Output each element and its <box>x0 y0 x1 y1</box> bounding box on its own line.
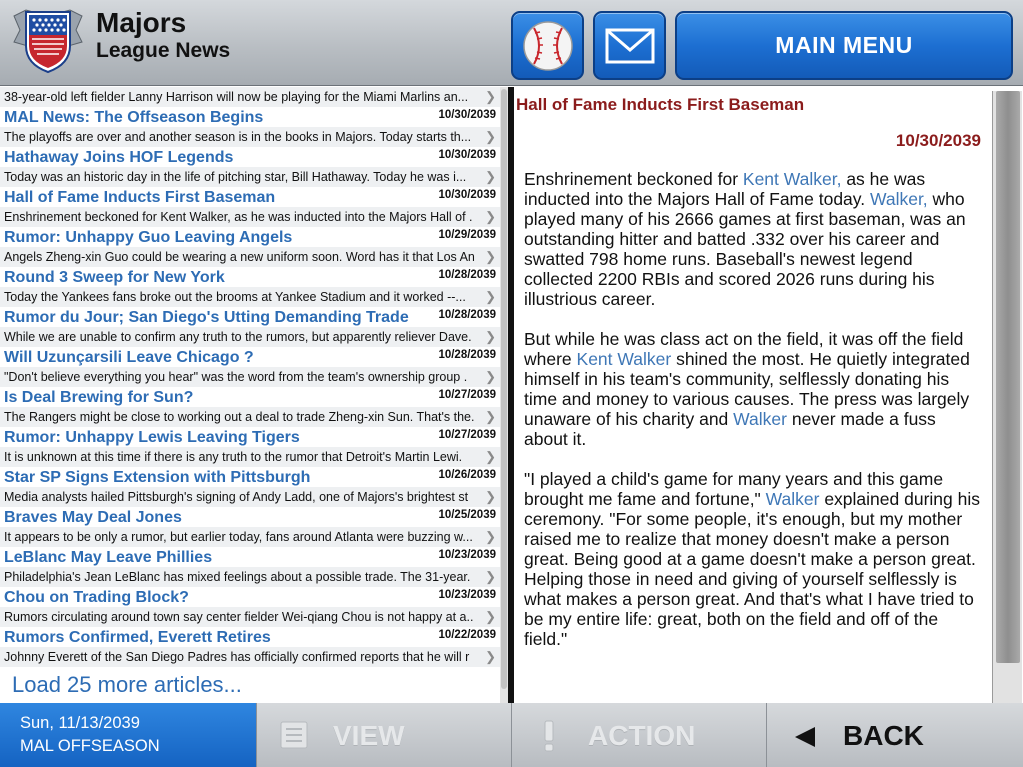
mail-button[interactable] <box>593 11 666 80</box>
news-snippet[interactable] <box>0 567 500 587</box>
chevron-right-icon: ❯ <box>485 329 496 344</box>
news-headline-row[interactable] <box>0 347 500 367</box>
news-list-scrollbar[interactable] <box>500 87 508 703</box>
news-headline: Braves May Deal Jones <box>4 509 182 526</box>
chevron-right-icon: ❯ <box>485 609 496 624</box>
action-label: ACTION <box>588 720 696 751</box>
news-headline: Rumors Confirmed, Everett Retires <box>4 629 271 646</box>
chevron-right-icon: ❯ <box>485 449 496 464</box>
chevron-right-icon: ❯ <box>485 129 496 144</box>
news-snippet[interactable] <box>0 207 500 227</box>
back-arrow-icon <box>793 725 817 749</box>
article-text: Enshrinement beckoned for <box>524 169 743 189</box>
chevron-right-icon: ❯ <box>485 489 496 504</box>
news-date: 10/25/2039 <box>438 509 496 521</box>
news-date: 10/29/2039 <box>438 229 496 241</box>
chevron-right-icon: ❯ <box>485 89 496 104</box>
news-headline-row[interactable] <box>0 627 500 647</box>
news-headline-row[interactable] <box>0 427 500 447</box>
news-snippet-text: It is unknown at this time if there is any truth to the rumor that Detroit's Martin Lewi. <box>4 450 463 464</box>
news-headline-row[interactable] <box>0 507 500 527</box>
news-headline: MAL News: The Offseason Begins <box>4 109 264 126</box>
news-snippet-text: "Don't believe everything you hear" was the word from the team's ownership group . <box>4 370 468 384</box>
article-text: explained during his ceremony. "For some people, it's enough, but my mother raised me to realize that money doesn't make a person great. Being good at a game doesn't make a person great. Helping those in need and giving of yourself selflessly is what makes a person great. And that's what I have tried to be my entire life: great, both on the field and off of the field." <box>524 489 980 649</box>
player-link[interactable]: Walker, <box>869 189 928 209</box>
game-date-box <box>0 703 256 767</box>
news-snippet-text: Today was an historic day in the life of pitching star, Bill Hathaway. Today he was i... <box>4 170 467 184</box>
league-shield-logo <box>12 6 84 76</box>
load-more-link[interactable]: Load 25 more articles... <box>0 667 500 703</box>
news-headline-row[interactable] <box>0 267 500 287</box>
news-headline-row[interactable] <box>0 147 500 167</box>
article-text: who played many of his 2666 games at first baseman, was an outstanding hitter and batted .332 over his career and swatted 798 home runs. Baseball's newest legend collected 2200 RBIs and scored 2026 runs during his illustrious career. <box>524 189 966 309</box>
article-text: shined the most. He quietly integrated himself in his team's community, selflessly donating his time and money to various causes. The press was largely unaware of his charity and <box>524 349 970 429</box>
news-snippet-text: Philadelphia's Jean LeBlanc has mixed feelings about a possible trade. The 31-year. <box>4 570 471 584</box>
news-snippet[interactable] <box>0 527 500 547</box>
app-header <box>0 0 1023 86</box>
news-headline: Star SP Signs Extension with Pittsburgh <box>4 469 311 486</box>
news-snippet-text: Johnny Everett of the San Diego Padres has officially confirmed reports that he will r <box>4 650 470 664</box>
news-list[interactable] <box>0 87 508 703</box>
chevron-right-icon: ❯ <box>485 249 496 264</box>
news-snippet-text: Angels Zheng-xin Guo could be wearing a new uniform soon. Word has it that Los An <box>4 250 475 264</box>
news-snippet-text: While we are unable to confirm any truth to the rumors, but apparently reliever Dave. <box>4 330 472 344</box>
chevron-right-icon: ❯ <box>485 569 496 584</box>
news-date: 10/30/2039 <box>438 149 496 161</box>
news-date: 10/27/2039 <box>438 429 496 441</box>
chevron-right-icon: ❯ <box>485 289 496 304</box>
article-text: But while he was class act on the field, it was off the field where <box>524 329 964 369</box>
news-snippet-text: It appears to be only a rumor, but earlier today, fans around Atlanta were buzzing w... <box>4 530 473 544</box>
news-headline: Rumor du Jour; San Diego's Utting Demanding Trade <box>4 309 409 326</box>
news-snippet-text: The Rangers might be close to working out a deal to trade Zheng-xin Sun. That's the. <box>4 410 475 424</box>
news-date: 10/30/2039 <box>438 189 496 201</box>
article-title: Hall of Fame Inducts First Baseman <box>516 95 805 114</box>
news-snippet-text: The playoffs are over and another season is in the books in Majors. Today starts th... <box>4 130 472 144</box>
article-pane <box>514 87 1023 703</box>
news-headline-row[interactable] <box>0 307 500 327</box>
chevron-right-icon: ❯ <box>485 209 496 224</box>
chevron-right-icon: ❯ <box>485 649 496 664</box>
baseball-icon <box>522 20 574 72</box>
news-date: 10/28/2039 <box>438 269 496 281</box>
article-text: "I played a child's game for many years and this game brought me fame and fortune," <box>524 469 944 509</box>
chevron-right-icon: ❯ <box>485 409 496 424</box>
news-snippet-text: Enshrinement beckoned for Kent Walker, as he was inducted into the Majors Hall of . <box>4 210 473 224</box>
news-snippet-text: Rumors circulating around town say center fielder Wei-qiang Chou is not happy at a.. <box>4 610 474 624</box>
news-snippet[interactable] <box>0 327 500 347</box>
news-snippet[interactable] <box>0 287 500 307</box>
player-link[interactable]: Walker <box>733 409 787 429</box>
news-date: 10/30/2039 <box>438 109 496 121</box>
news-date: 10/26/2039 <box>438 469 496 481</box>
news-snippet-text: Today the Yankees fans broke out the brooms at Yankee Stadium and it worked --... <box>4 290 466 304</box>
news-snippet[interactable] <box>0 367 500 387</box>
news-headline: Rumor: Unhappy Lewis Leaving Tigers <box>4 429 300 446</box>
player-link[interactable]: Kent Walker <box>576 349 672 369</box>
news-snippet-text: Media analysts hailed Pittsburgh's signing of Andy Ladd, one of Majors's brightest st <box>4 490 469 504</box>
list-icon <box>279 720 309 750</box>
news-headline: Rumor: Unhappy Guo Leaving Angels <box>4 229 293 246</box>
footer-bar <box>0 703 1023 767</box>
news-headline-row[interactable] <box>0 467 500 487</box>
news-date: 10/28/2039 <box>438 349 496 361</box>
article-text: never made a fuss about it. <box>524 409 936 449</box>
news-snippet-text: 38-year-old left fielder Lanny Harrison will now be playing for the Miami Marlins an... <box>4 90 469 104</box>
news-headline: Chou on Trading Block? <box>4 589 189 606</box>
news-headline: Is Deal Brewing for Sun? <box>4 389 194 406</box>
news-snippet[interactable] <box>0 167 500 187</box>
news-date: 10/23/2039 <box>438 589 496 601</box>
season-status: MAL OFFSEASON <box>20 737 160 755</box>
news-headline: Hathaway Joins HOF Legends <box>4 149 234 166</box>
article-paragraph <box>524 469 984 649</box>
news-snippet[interactable] <box>0 87 500 107</box>
player-link[interactable]: Walker <box>765 489 820 509</box>
article-scrollbar[interactable] <box>992 91 1022 703</box>
news-date: 10/27/2039 <box>438 389 496 401</box>
news-headline-row[interactable] <box>0 227 500 247</box>
news-headline-row[interactable] <box>0 547 500 567</box>
baseball-button[interactable] <box>511 11 584 80</box>
chevron-right-icon: ❯ <box>485 529 496 544</box>
envelope-icon <box>605 28 655 64</box>
news-headline-row[interactable] <box>0 587 500 607</box>
news-snippet[interactable] <box>0 647 500 667</box>
article-paragraph <box>524 329 984 449</box>
app-title <box>96 8 230 64</box>
article-date: 10/30/2039 <box>895 131 981 150</box>
scrollbar-thumb[interactable] <box>996 91 1020 663</box>
news-snippet[interactable] <box>0 607 500 627</box>
chevron-right-icon: ❯ <box>485 169 496 184</box>
news-snippet[interactable] <box>0 247 500 267</box>
scrollbar-thumb[interactable] <box>501 89 507 689</box>
news-headline-row[interactable] <box>0 107 500 127</box>
action-button[interactable] <box>511 703 766 767</box>
view-button[interactable] <box>256 703 511 767</box>
news-headline-row[interactable] <box>0 187 500 207</box>
app-title-line1: Majors <box>96 7 187 38</box>
news-snippet[interactable] <box>0 447 500 467</box>
news-headline: LeBlanc May Leave Phillies <box>4 549 213 566</box>
player-link[interactable]: Kent Walker, <box>742 169 842 189</box>
news-snippet[interactable] <box>0 127 500 147</box>
game-date: Sun, 11/13/2039 <box>20 714 140 732</box>
app-title-line2: League News <box>96 39 231 62</box>
news-snippet[interactable] <box>0 407 500 427</box>
chevron-right-icon: ❯ <box>485 369 496 384</box>
article-paragraph <box>524 169 984 309</box>
news-headline: Hall of Fame Inducts First Baseman <box>4 189 276 206</box>
article-text: as he was inducted into the Majors Hall of Fame today. <box>524 169 926 209</box>
exclamation-icon <box>542 720 556 752</box>
main-menu-button[interactable]: MAIN MENU <box>675 11 1013 80</box>
news-snippet[interactable] <box>0 487 500 507</box>
back-label: BACK <box>843 720 924 751</box>
news-date: 10/28/2039 <box>438 309 496 321</box>
news-date: 10/23/2039 <box>438 549 496 561</box>
back-button[interactable] <box>766 703 1023 767</box>
news-headline: Round 3 Sweep for New York <box>4 269 225 286</box>
article-body <box>524 169 984 669</box>
view-label: VIEW <box>333 720 405 751</box>
news-headline: Will Uzunçarsili Leave Chicago ? <box>4 349 254 366</box>
news-date: 10/22/2039 <box>438 629 496 641</box>
news-headline-row[interactable] <box>0 387 500 407</box>
